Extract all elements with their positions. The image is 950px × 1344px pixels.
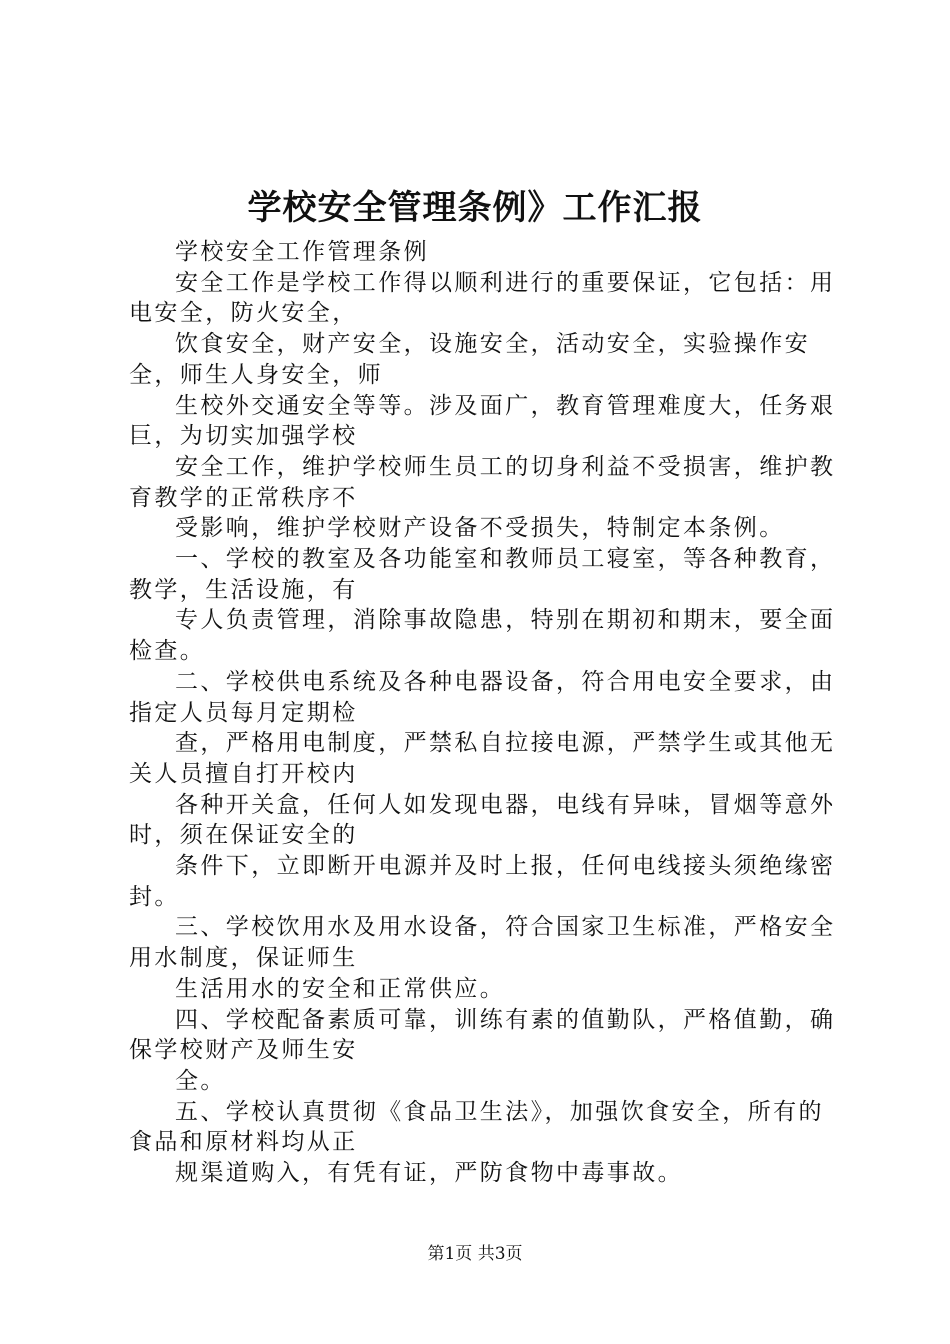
paragraph: 一、学校的教室及各功能室和教师员工寝室，等各种教育，教学，生活设施，有 — [129, 546, 836, 603]
paragraph: 生活用水的安全和正常供应。 — [175, 975, 506, 1002]
paragraph: 各种开关盒，任何人如发现电器，电线有异味，冒烟等意外时，须在保证安全的 — [129, 791, 836, 849]
paragraph-heading: 学校安全工作管理条例 — [175, 239, 429, 265]
paragraph: 三、学校饮用水及用水设备，符合国家卫生标准，严格安全用水制度，保证师生 — [129, 914, 836, 972]
paragraph: 四、学校配备素质可靠，训练有素的值勤队，严格值勤，确保学校财产及师生安 — [129, 1006, 836, 1064]
page-title: 学校安全管理条例》工作汇报 — [247, 188, 703, 228]
paragraph: 查，严格用电制度，严禁私自拉接电源，严禁学生或其他无关人员擅自打开校内 — [129, 730, 836, 787]
paragraph: 五、学校认真贯彻《食品卫生法》，加强饮食安全，所有的食品和原材料均从正 — [129, 1098, 824, 1156]
paragraph: 二、学校供电系统及各种电器设备，符合用电安全要求，由指定人员每月定期检 — [129, 668, 836, 726]
paragraph: 生校外交通安全等等。涉及面广，教育管理难度大，任务艰巨，为切实加强学校 — [129, 392, 836, 450]
paragraph: 规渠道购入，有凭有证，严防食物中毒事故。 — [175, 1160, 683, 1187]
paragraph: 安全工作，维护学校师生员工的切身利益不受损害，维护教育教学的正常秩序不 — [129, 453, 836, 511]
paragraph: 专人负责管理，消除事故隐患，特别在期初和期末，要全面检查。 — [129, 607, 836, 665]
paragraph: 饮食安全，财产安全，设施安全，活动安全，实验操作安全，师生人身安全，师 — [129, 331, 810, 388]
paragraph: 全。 — [175, 1067, 226, 1094]
paragraph: 受影响，维护学校财产设备不受损失，特制定本条例。 — [175, 515, 785, 542]
paragraph: 安全工作是学校工作得以顺利进行的重要保证，它包括：用电安全，防火安全， — [129, 269, 836, 327]
page-footer: 第1页 共3页 — [427, 1244, 523, 1264]
paragraph: 条件下，立即断开电源并及时上报，任何电线接头须绝缘密封。 — [129, 853, 836, 910]
document-body — [129, 237, 849, 1189]
